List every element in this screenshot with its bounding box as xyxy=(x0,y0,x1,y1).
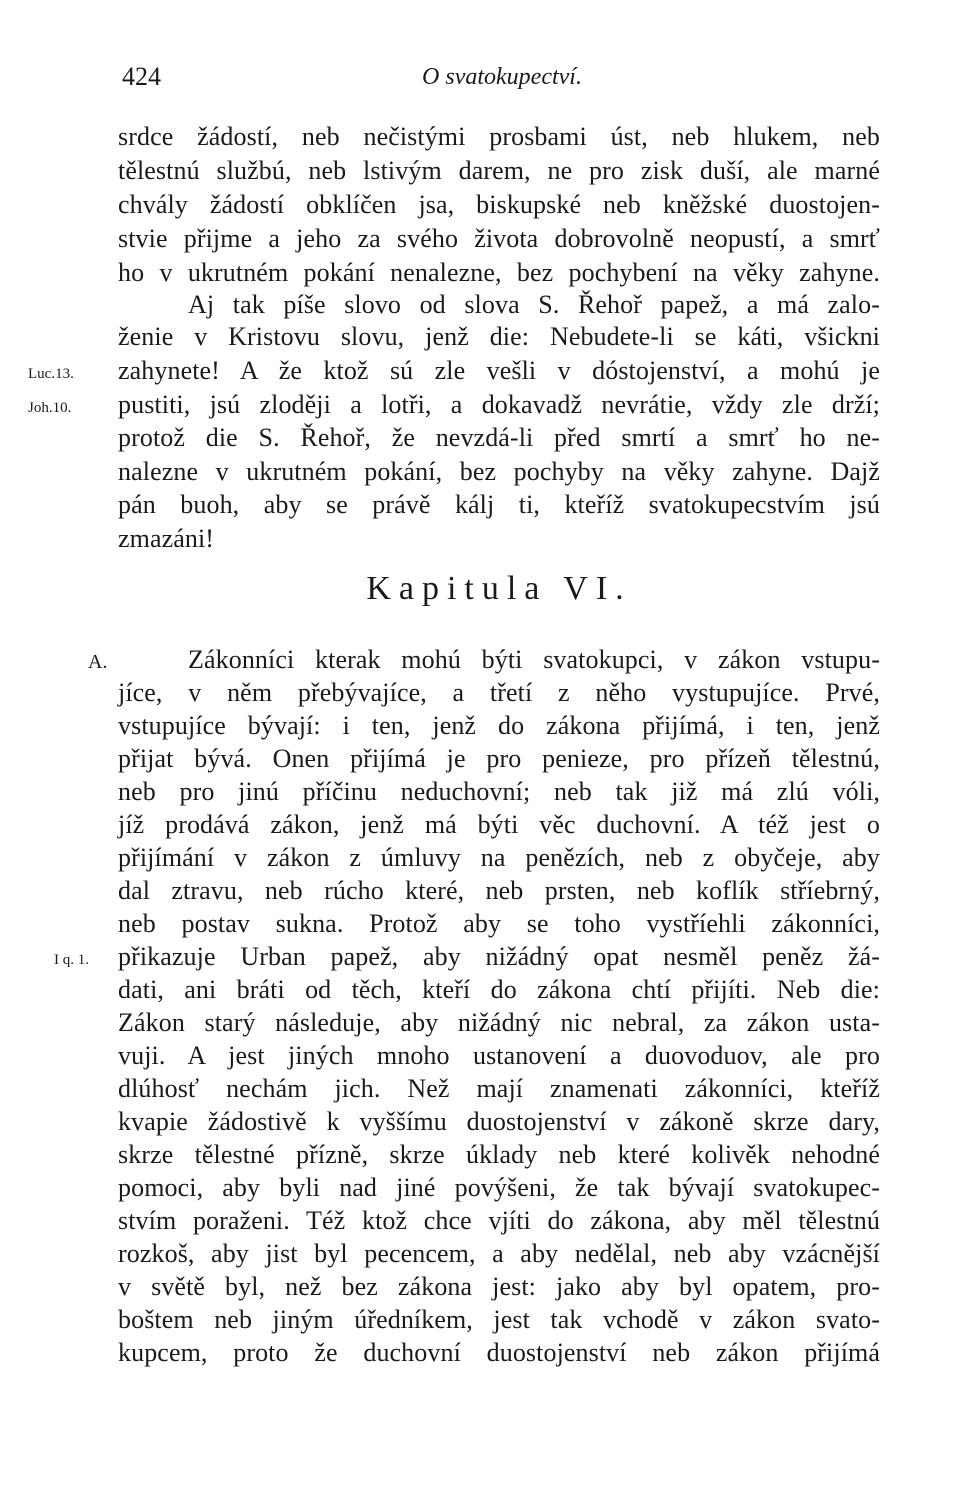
text-line: Aj tak píše slovo od slova S. Řehoř papež, a má zalo- xyxy=(188,290,880,319)
margin-note-luc: Luc.13. xyxy=(28,366,74,382)
text-line: pomoci, aby byli nad jiné povýšeni, že tak bývají svatokupec- xyxy=(118,1173,880,1202)
text-line: stvím poraženi. Též ktož chce vjíti do zákona, aby měl tělestnú xyxy=(118,1206,880,1235)
text-line: zmazáni! xyxy=(118,524,215,553)
text-line: ženie v Kristovu slovu, jenž die: Nebudete-li se káti, všickni xyxy=(118,322,880,351)
text-line: kvapie žádostivě k vyššímu duostojenství v zákoně skrze dary, xyxy=(118,1107,880,1136)
text-line: boštem neb jiným úředníkem, jest tak vchodě v zákon svato- xyxy=(118,1305,880,1334)
text-line: neb postav sukna. Protož aby se toho vystříehli zákonníci, xyxy=(118,909,880,938)
text-line: dal ztravu, neb rúcho které, neb prsten, neb koflík stříebrný, xyxy=(118,876,880,905)
text-line: pustiti, jsú zloději a lotři, a dokavadž nevrátie, vždy zle drží; xyxy=(118,390,880,419)
text-line: rozkoš, aby jist byl pecencem, a aby nedělal, neb aby vzácnější xyxy=(118,1239,880,1268)
margin-note-a: A. xyxy=(88,651,108,673)
text-line: nalezne v ukrutném pokání, bez pochyby na věky zahyne. Dajž xyxy=(118,457,880,486)
text-line: tělestnú službú, neb lstivým darem, ne pro zisk duší, ale marné xyxy=(118,156,880,185)
text-line: protož die S. Řehoř, že nevzdá-li před smrtí a smrť ho ne- xyxy=(118,423,880,452)
text-line: kupcem, proto že duchovní duostojenství neb zákon přijímá xyxy=(118,1338,880,1367)
text-line: dati, ani bráti od těch, kteří do zákona chtí přijíti. Neb die: xyxy=(118,975,880,1004)
margin-note-q: I q. 1. xyxy=(54,952,89,968)
text-line: srdce žádostí, neb nečistými prosbami úst, neb hlukem, neb xyxy=(118,122,880,151)
page-number: 424 xyxy=(122,62,161,91)
chapter-heading: Kapitula VI. xyxy=(366,570,632,607)
text-line: ho v ukrutném pokání nenalezne, bez pochybení na věky zahyne. xyxy=(118,258,880,287)
text-line: přijat bývá. Onen přijímá je pro penieze, pro přízeň tělestnú, xyxy=(118,744,880,773)
text-line: pán buoh, aby se právě kálj ti, kteříž svatokupecstvím jsú xyxy=(118,490,880,519)
running-title: O svatokupectví. xyxy=(422,64,582,90)
text-line: dlúhosť nechám jich. Než mají znamenati zákonníci, kteříž xyxy=(118,1074,880,1103)
text-line: Zákonníci kterak mohú býti svatokupci, v zákon vstupu- xyxy=(188,645,880,674)
text-line: zahynete! A že ktož sú zle vešli v dóstojenství, a mohú je xyxy=(118,356,880,385)
margin-note-joh: Joh.10. xyxy=(28,400,72,416)
text-line: neb pro jinú příčinu neduchovní; neb tak již má zlú vóli, xyxy=(118,777,880,806)
text-line: jíž prodává zákon, jenž má býti věc duchovní. A též jest o xyxy=(118,810,880,839)
text-line: v světě byl, než bez zákona jest: jako aby byl opatem, pro- xyxy=(118,1272,880,1301)
page-header xyxy=(122,62,882,102)
text-line: přijímání v zákon z úmluvy na penězích, neb z obyčeje, aby xyxy=(118,843,880,872)
text-line: jíce, v něm přebývajíce, a třetí z něho vystupujíce. Prvé, xyxy=(118,678,880,707)
text-line: vstupujíce bývají: i ten, jenž do zákona přijímá, i ten, jenž xyxy=(118,711,880,740)
text-line: Zákon starý následuje, aby nižádný nic nebral, za zákon usta- xyxy=(118,1008,880,1037)
text-line: přikazuje Urban papež, aby nižádný opat nesměl peněz žá- xyxy=(118,942,880,971)
text-line: chvály žádostí obklíčen jsa, biskupské neb kněžské duostojen- xyxy=(118,190,880,219)
text-line: skrze tělestné přízně, skrze úklady neb které kolivěk nehodné xyxy=(118,1140,880,1169)
text-line: stvie přijme a jeho za svého života dobrovolně neopustí, a smrť xyxy=(118,224,880,253)
text-line: vuji. A jest jiných mnoho ustanovení a duovoduov, ale pro xyxy=(118,1041,880,1070)
